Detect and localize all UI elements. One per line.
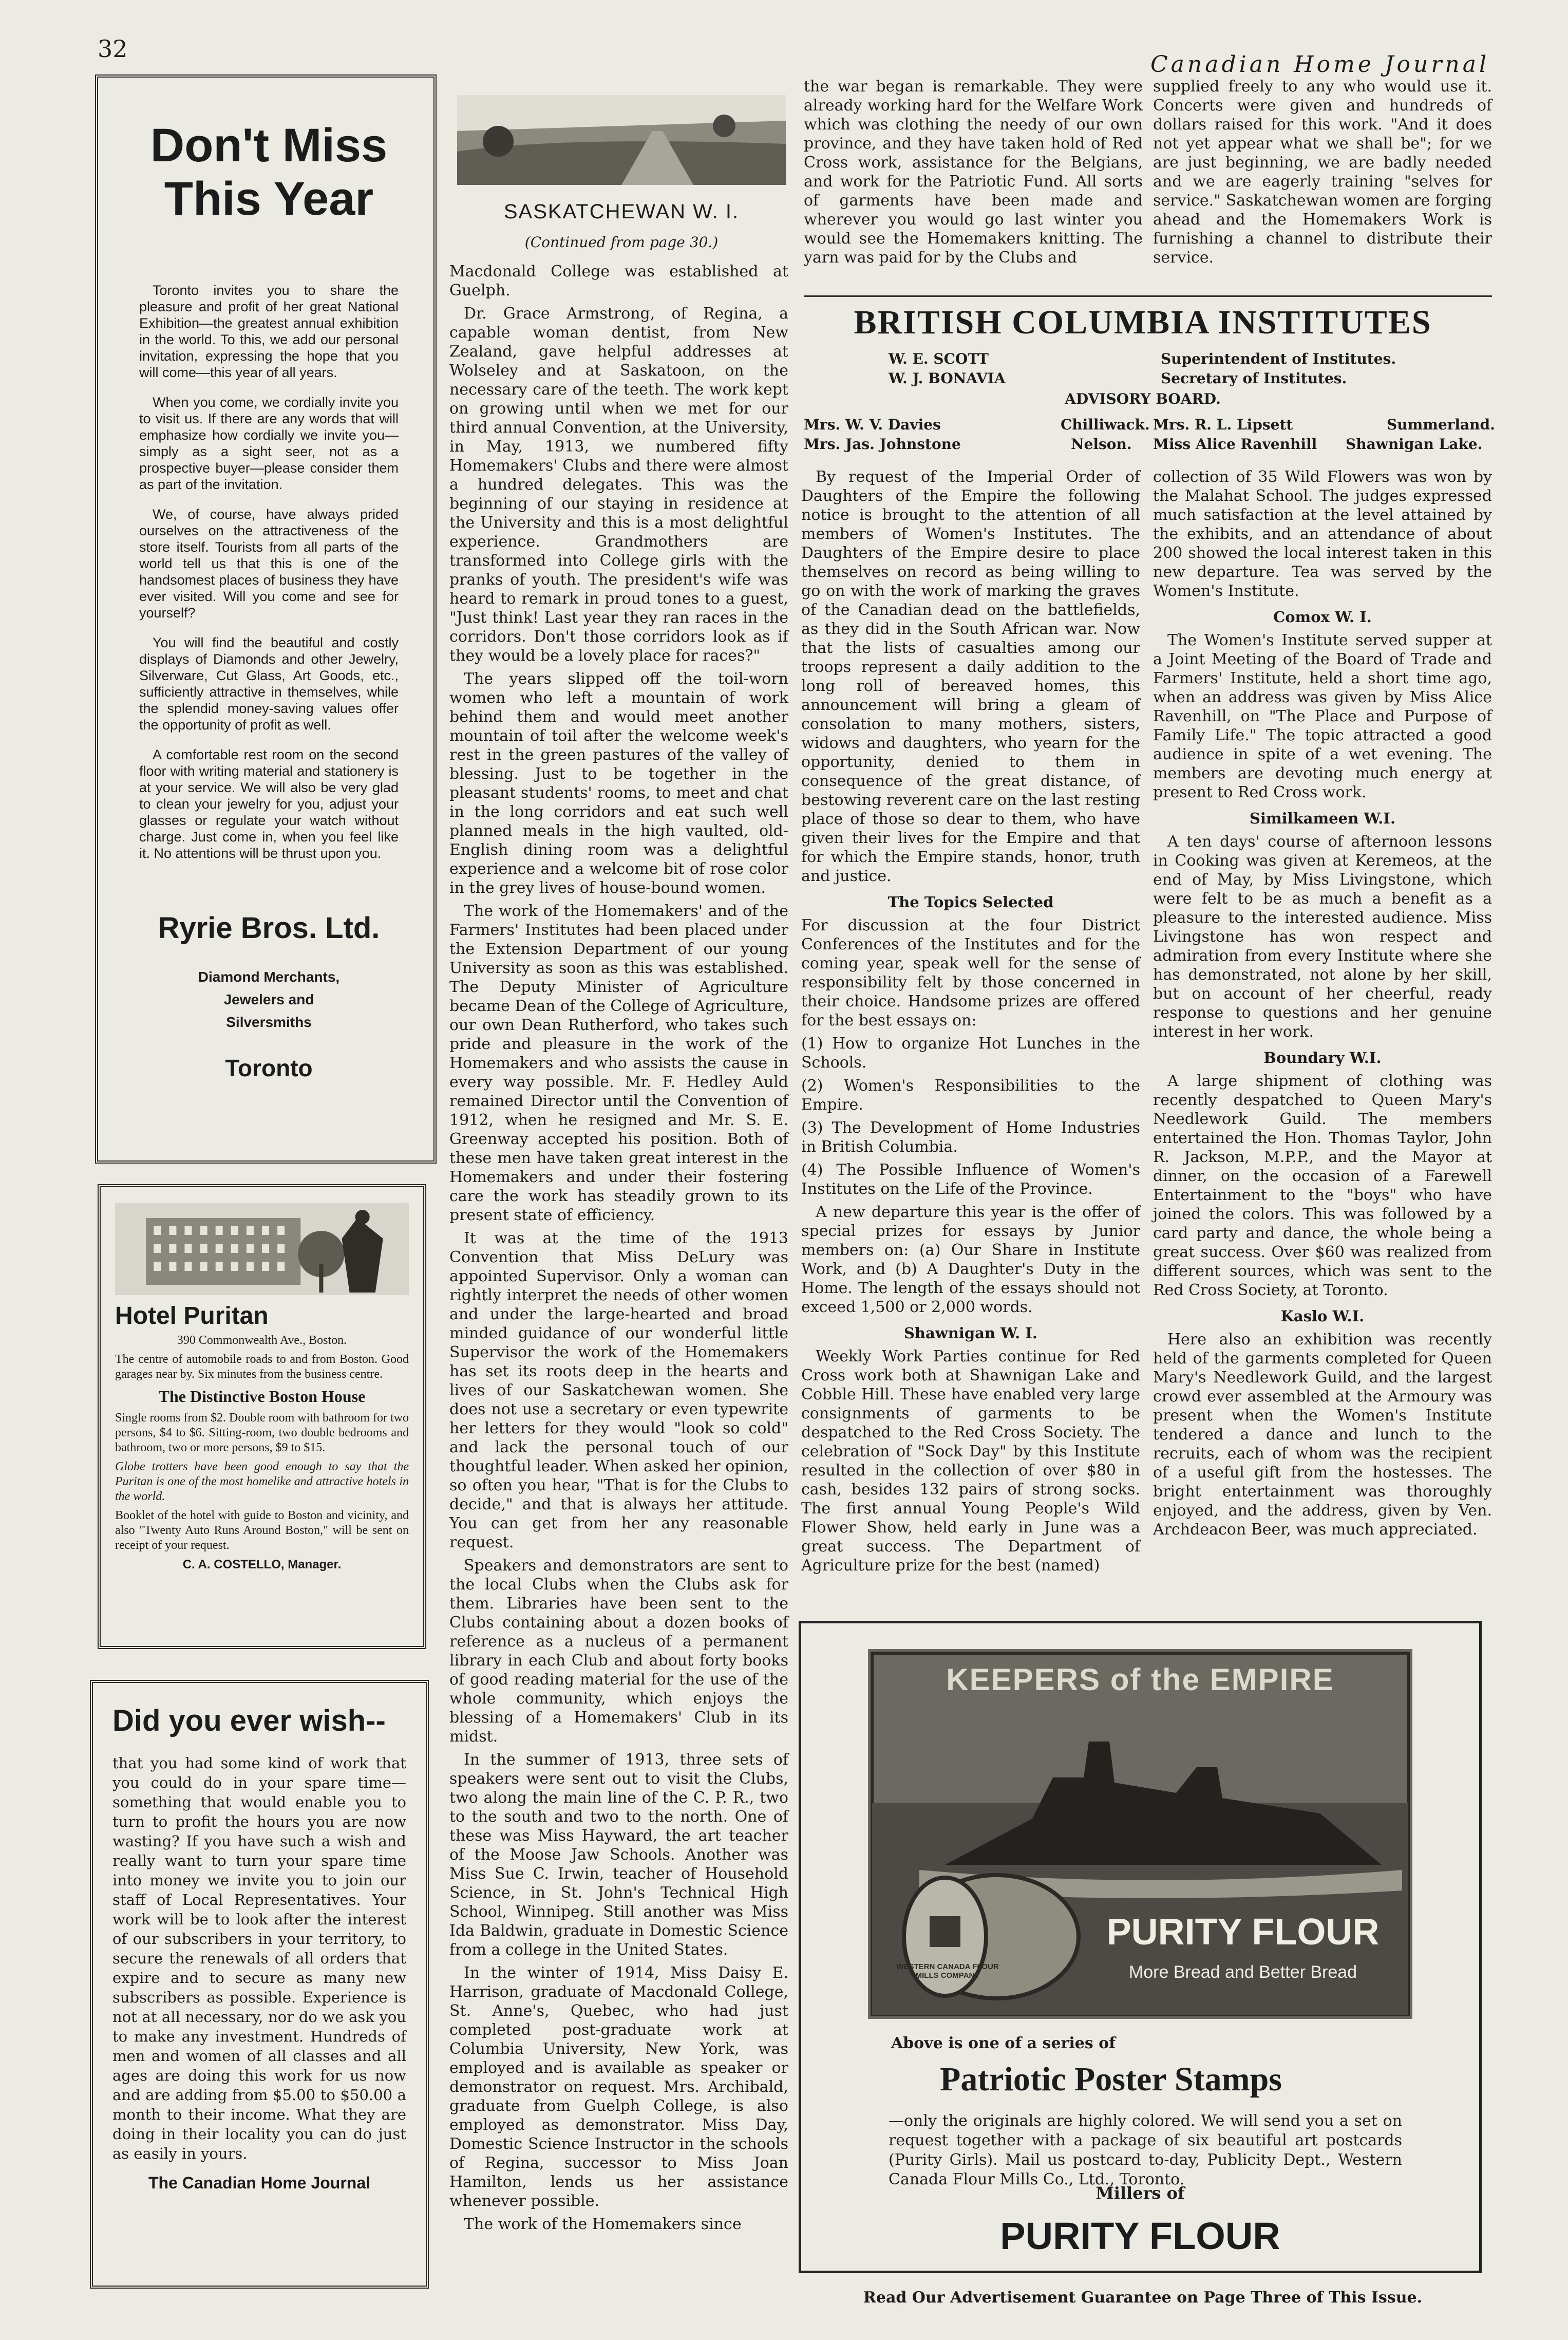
section-divider [804, 295, 1492, 297]
poster-brand: PURITY FLOUR [1106, 1912, 1380, 1953]
saskatchewan-article [449, 262, 788, 2238]
ad-paragraph: When you come, we cordially invite you to visit us. If there are any words that will emphasize how cordially we invite you—simply as a sight seer, not as a prospective buyer—please consider them as part of the invitation. [139, 395, 399, 492]
firm-city: Toronto [225, 1055, 313, 1081]
article-paragraph: A new departure this year is the offer of special prizes for essays by Junior members on: (a) Our Share in Institute Work, and (b) A Daughter's Duty in the Home. The length of the essays should not exceed 1,500 or 2,000 words. [801, 1203, 1140, 1316]
article-paragraph: Dr. Grace Armstrong, of Regina, a capable woman dentist, from New Zealand, gave helpful addresses at Wolseley and at Saskatoon, on the necessary care of the teeth. The work kept on growing until when we met for our third annual Convention, at the University, in May, 1913, we numbered fifty Homemakers' Clubs and there were almost a hundred delegates. This was the beginning of our staying in residence at the University and this is a most delightful experience. Grandmothers are transformed into College girls with the pranks of youth. The president's wife was heard to remark in proud tones to a guest, "Just think! Last year they ran races in the corridors. Don't those corridors look as if they would be a lovely place for races?" [449, 305, 788, 665]
ad-caption: Above is one of a series of [891, 2034, 1116, 2052]
article-paragraph: Weekly Work Parties continue for Red Cross work both at Shawnigan Lake and Cobble Hill. These have enabled very large consignments of garments to be despatched to the Red Cross Society. The celebration of "Sock Day" by this Institute resulted in the collection of over $80 in cash, besides 132 pairs of strong socks. The first annual Young People's Wild Flower Show, held early in June was a great success. The Department of Agriculture prize for the best (named) [801, 1347, 1140, 1575]
article-paragraph: The years slipped off the toil-worn women who left a mountain of work behind them and would meet another mountain of toil after the welcome week's rest in the green pastures of the valley of blessing. Just to be together in the pleasant students' rooms, to meet and chat in the long corridors and eat such well planned meals in the high vaulted, old-English dining room was a delightful experience and a welcome bit of rose color in the grey lives of house-bound women. [449, 670, 788, 897]
board-place: Chilliwack. [1061, 416, 1150, 433]
officer-name: W. E. SCOTT [889, 350, 989, 367]
section-title: BRITISH COLUMBIA INSTITUTES [854, 304, 1432, 341]
topic-item: (1) How to organize Hot Lunches in the Schools. [801, 1035, 1140, 1072]
board-member: Miss Alice Ravenhill [1153, 436, 1317, 453]
topic-item: (2) Women's Responsibilities to the Empire. [801, 1077, 1140, 1114]
ad-headline: Did you ever wish-- [112, 1704, 386, 1737]
officer-role: Superintendent of Institutes. [1161, 350, 1396, 367]
poster-title: KEEPERS of the EMPIRE [946, 1662, 1334, 1697]
topic-item: (3) The Development of Home Industries in British Columbia. [801, 1119, 1140, 1156]
subheading: Boundary W.I. [1263, 1049, 1382, 1066]
article-paragraph: The Women's Institute served supper at a Joint Meeting of the Board of Trade and Farmers' Institute, held a short time ago, when an address was given by Miss Alice Ravenhill, on "The Place and Purpose of Family Life." The topic attracted a good audience in spite of a wet evening. The members are devoting much energy at present to Red Cross work. [1153, 631, 1492, 801]
masthead: Canadian Home Journal [1150, 51, 1490, 78]
ad-paragraph: We, of course, have always prided ourselves on the attractiveness of the store itself. Tourists from all parts of the world tell us that this is one of the handsomest places of business they have ever visited. Will you come and see for yourself? [139, 507, 399, 621]
ad-millers: Millers of [1095, 2183, 1185, 2203]
hotel-quote: Globe trotters have been good enough to say that the Puritan is one of the most homelike and attractive hotels in the world. [115, 1460, 409, 1503]
hotel-address: 390 Commonwealth Ave., Boston. [177, 1334, 347, 1347]
bc-column-right [1153, 467, 1492, 1543]
hotel-booklet: Booklet of the hotel with guide to Boston and vicinity, and also "Twenty Auto Runs Around Boston," will be sent on receipt of your request. [115, 1509, 409, 1552]
hotel-rates: Single rooms from $2. Double room with bathroom for two persons, $4 to $6. Sitting-room, two double bedrooms and bathroom, two or more persons, $9 to $15. [115, 1411, 409, 1454]
officer-name: W. J. BONAVIA [889, 370, 1006, 387]
subheading: Similkameen W.I. [1249, 810, 1396, 827]
ad-body: —only the originals are highly colored. We will send you a set on request together with a package of six beautiful art postcards (Purity Girls). Mail us postcard to-day, Publicity Dept., Western Canada Flour Mills Co., Ltd., Toronto. [889, 2112, 1402, 2188]
ad-headline: Don't Miss This Year [150, 119, 388, 225]
board-member: Mrs. W. V. Davies [804, 416, 941, 433]
ad-paragraph: You will find the beautiful and costly displays of Diamonds and other Jewelry, Silverware, Cut Glass, Art Goods, etc., sufficiently attractive in themselves, while the splendid money-saving values offer the opportunity of profit as well. [139, 635, 399, 733]
article-paragraph: In the summer of 1913, three sets of speakers were sent out to visit the Clubs, two along the main line of the C. P. R., two to the south and two to the north. One of these was Miss Hayward, the art teacher of the Moose Jaw Schools. Another was Miss Sue C. Irwin, teacher of Household Science, in St. John's Technical High School, Winnipeg. Still another was Miss Ida Baldwin, graduate in Domestic Science from a college in the United States. [449, 1751, 788, 1959]
topic-item: (4) The Possible Influence of Women's Institutes on the Life of the Province. [801, 1161, 1140, 1198]
subheading: The Topics Selected [887, 893, 1054, 911]
board-place: Nelson. [1071, 436, 1132, 453]
article-paragraph: the war began is remarkable. They were already working hard for the Welfare Work which was clothing the needy of our own province, and they have taken hold of Red Cross work, assistance for the Belgians, and work for the Patriotic Fund. All sorts of garments have been made and wherever you would go last winter you would see the Homemakers knitting. The yarn was paid for by the Clubs and [804, 78, 1143, 267]
board-member: Mrs. Jas. Johnstone [804, 436, 961, 453]
article-paragraph: In the winter of 1914, Miss Daisy E. Harrison, graduate of Macdonald College, St. Anne's, Quebec, who had just completed post-graduate work at Columbia University, New York, was employed and is available as speaker or demonstrator on request. Mrs. Archibald, graduate from Guelph College, is also employed as demonstrator. Miss Day, Domestic Science Instructor in the schools of Regina, successor to Miss Joan Hamilton, lends us her assistance whenever possible. [449, 1964, 788, 2210]
firm-subtitle: Diamond Merchants, Jewelers and Silversmiths [198, 969, 340, 1030]
poster-slogan: More Bread and Better Bread [1128, 1962, 1357, 1982]
article-paragraph: A ten days' course of afternoon lessons in Cooking was given at Keremeos, at the end of May, by Miss Livingstone, which were felt to be as much a benefit as a pleasure to the interested audience. Miss Livingstone has won respect and admiration from every Institute where she has demonstrated, not alone by her skill, but on account of her cheerful, ready response to questions and her genuine interest in her work. [1153, 833, 1492, 1041]
ad-paragraph: A comfortable rest room on the second floor with writing material and stationery is at your service. We will also be very glad to clean your jewelry for you, adjust your glasses or regulate your watch without charge. Just come in, when you feel like it. No attentions will be thrust upon you. [139, 747, 399, 861]
page-footer: Read Our Advertisement Guarantee on Page Three of This Issue. [863, 2289, 1423, 2307]
article-paragraph: Macdonald College was established at Guelph. [449, 263, 788, 299]
ad-body: that you had some kind of work that you could do in your spare time—something that would enable you to turn to profit the hours you are now wasting? If you have such a wish and really want to turn your spare time into money we invite you to join our staff of Local Representatives. Your work will be to look after the interest of our subscribers in your territory, to secure the renewals of all orders that expire and to secure as many new subscribers as possible. Experience is not at all necessary, nor do we ask you to make any investment. Hundreds of men and women of all classes and all ages are doing this work for us now and are adding from $5.00 to $50.00 a month to their income. What they are doing in their locality you can do just as easily in yours. [112, 1754, 406, 2162]
article-paragraph: The work of the Homemakers' and of the Farmers' Institutes had been placed under the Extension Department of our young University as soon as this was established. The Deputy Minister of Agriculture became Dean of the College of Agriculture, our own Dean Rutherford, who takes such pride and pleasure in the work of the Homemakers and who assists the cause in every way possible. Mr. F. Hedley Auld remained Director until the Convention of 1912, when he resigned and Mr. S. E. Greenway accepted his position. Both of these men have taken great interest in the Homemakers and under their fostering care the work has steadily grown to its present state of efficiency. [449, 902, 788, 1224]
article-paragraph: collection of 35 Wild Flowers was won by the Malahat School. The judges expressed much satisfaction at the level attained by the exhibits, and an attendance of about 200 showed the local interest taken in this new departure. Tea was served by the Women's Institute. [1153, 468, 1492, 600]
representatives-advertisement [90, 1680, 429, 2289]
board-member: Mrs. R. L. Lipsett [1153, 416, 1293, 433]
subheading: Shawnigan W. I. [903, 1324, 1038, 1342]
bc-column-left [801, 467, 1140, 1579]
ad-signature: The Canadian Home Journal [148, 2174, 371, 2192]
hotel-manager: C. A. COSTELLO, Manager. [182, 1558, 342, 1571]
hotel-description: The centre of automobile roads to and from Boston. Good garages near by. Six minutes from the business centre. [115, 1353, 409, 1381]
board-label: ADVISORY BOARD. [1065, 390, 1221, 407]
board-place: Shawnigan Lake. [1346, 436, 1483, 453]
ryrie-advertisement [95, 74, 437, 1164]
article-paragraph: Here also an exhibition was recently held of the garments completed for Queen Mary's Needlework Guild, and the largest crowd ever assembled at the Armoury was present when the Women's Institute tendered a dance and lunch to the recruits, each of whom was the recipient of a useful gift from the hostesses. The bright entertainment was thoroughly enjoyed, and the address, given by Ven. Archdeacon Beer, was much appreciated. [1153, 1331, 1492, 1539]
section-title: SASKATCHEWAN W. I. [503, 200, 740, 223]
purity-logo: PURITY FLOUR [1000, 2215, 1280, 2257]
hotel-advertisement [98, 1184, 426, 1649]
hotel-motto: The Distinctive Boston House [158, 1387, 366, 1406]
article-continuation [1153, 77, 1492, 271]
ad-headline: Patriotic Poster Stamps [940, 2061, 1282, 2098]
board-place: Summerland. [1387, 416, 1495, 433]
article-continuation [804, 77, 1143, 271]
article-paragraph: Speakers and demonstrators are sent to the local Clubs when the Clubs ask for them. Libraries have been sent to the Clubs containing about a dozen books of reference as a nucleus of a permanent library in each Club and about forty books of good reading material for the use of the whole community, which enjoys the blessing of a Homemakers' Club in its midst. [449, 1557, 788, 1746]
article-paragraph: For discussion at the four District Conferences of the Institutes and for the coming year, speak well for the sense of responsibility felt by those concerned in their choice. Handsome prizes are offered for the best essays on: [801, 916, 1140, 1029]
hotel-title: Hotel Puritan [115, 1302, 269, 1330]
hotel-illustration [115, 1203, 409, 1295]
officer-role: Secretary of Institutes. [1161, 370, 1347, 387]
article-paragraph: It was at the time of the 1913 Convention that Miss DeLury was appointed Supervisor. Only a woman can rightly interpret the needs of other women and under the large-hearted and broad minded guidance of our wonderful little Supervisor the work of the Homemakers has set its roots deep in the hearts and lives of our Saskatchewan women. She does not use a secretary or even typewrite her letters for they would "look so cold" and lack the personal touch of our thoughtful leader. When asked her opinion, so often you hear, "That is for the Clubs to decide," and that is always her attitude. You can get from her any reasonable request. [449, 1229, 788, 1551]
article-paragraph: A large shipment of clothing was recently despatched to Queen Mary's Needlework Guild. The members entertained the Hon. Thomas Taylor, John R. Jackson, M.P.P., and the Mayor at dinner, on the occasion of a Farewell Entertainment to the "boys" who have joined the colors. This was followed by a card party and dance, the whole being a great success. Over $60 was realized from different sources, which was sent to the Red Cross Society, at Toronto. [1153, 1072, 1492, 1299]
page-number: 32 [98, 35, 128, 63]
article-paragraph: By request of the Imperial Order of Daughters of the Empire the following notice is brought to the attention of all members of Women's Institutes. The Daughters of the Empire desire to place themselves on record as being willing to go on with the work of marking the graves of the Canadian dead on the battlefields, as they did in the South African war. Now that the lists of casualties among our troops represent a daily addition to the long roll of bereaved homes, this announcement will bring a gleam of consolation to many mothers, sisters, widows and daughters, who yearn for the opportunity, denied to them in consequence of the great distance, of bestowing reverent care on the last resting place of those so dear to them, who have given their lives for the Empire and that for which the Empire stands, honor, truth and justice. [801, 468, 1140, 885]
continued-note: (Continued from page 30.) [524, 234, 719, 251]
barrel-label: WESTERN CANADA FLOUR MILLS COMPANY [896, 1962, 999, 1980]
article-paragraph: supplied freely to any who would use it. Concerts were given and hundreds of dollars raised for this work. "And it does not yet appear what we shall be"; for we are just beginning, we are badly needed and we are eagerly training "selves for service." Saskatchewan women are forging ahead and the Homemakers Work is furnishing a channel to distribute their service. [1153, 78, 1492, 267]
subheading: Comox W. I. [1273, 608, 1372, 626]
prairie-illustration [457, 95, 786, 185]
firm-name: Ryrie Bros. Ltd. [158, 911, 380, 945]
ad-paragraph: Toronto invites you to share the pleasure and profit of her great National Exhibition—the greatest annual exhibition in the world. To this, we add our personal invitation, expressing the hope that you will come—this year of all years. [139, 283, 399, 380]
purity-flour-advertisement [799, 1621, 1482, 2273]
subheading: Kaslo W.I. [1280, 1307, 1365, 1325]
article-paragraph: The work of the Homemakers since [464, 2215, 742, 2233]
